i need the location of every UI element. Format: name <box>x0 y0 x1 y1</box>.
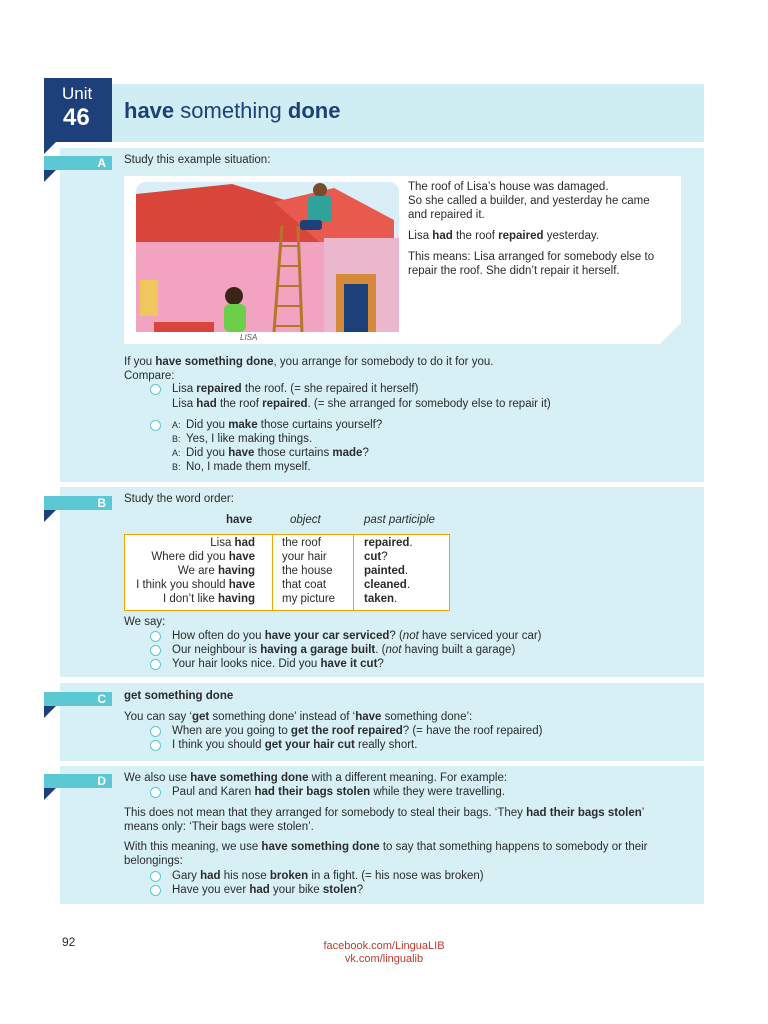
section-d-paragraph-2-line-2: means only: ‘Their bags were stolen’. <box>124 821 314 833</box>
story-line-2: So she called a builder, and yesterday he came <box>408 195 650 207</box>
dialog-speaker: B: <box>172 462 181 472</box>
table-cell: your hair <box>282 551 327 563</box>
footer-link-facebook[interactable]: facebook.com/LinguaLIB <box>323 940 445 952</box>
bullet-icon <box>150 659 161 670</box>
section-d-example-3: Have you ever had your bike stolen? <box>172 884 364 896</box>
table-row: I don’t like having <box>162 593 255 605</box>
bullet-icon <box>150 787 161 798</box>
page-number: 92 <box>62 935 76 949</box>
picture-caption: LISA <box>240 333 258 342</box>
footer-link-vk[interactable]: vk.com/lingualib <box>344 953 424 965</box>
section-d-paragraph-3-line-2: belongings: <box>124 855 183 867</box>
section-c-example-1: When are you going to get the roof repaired? (= have the roof repaired) <box>172 725 543 737</box>
dialog-line: Did you have those curtains made? <box>186 447 369 459</box>
section-d-paragraph-2-line-1: This does not mean that they arranged for somebody to steal their bags. ‘They had their bags stolen’ <box>124 807 645 819</box>
section-d-paragraph-3-line-1: With this meaning, we use have something done to say that something happens to somebody or their <box>124 841 648 853</box>
section-d-intro: We also use have something done with a different meaning. For example: <box>124 772 508 784</box>
bullet-icon <box>150 420 161 431</box>
dialog-speaker: A: <box>172 420 181 430</box>
means-line-1: This means: Lisa arranged for somebody else to <box>408 251 655 263</box>
story-example: Lisa had the roof repaired yesterday. <box>408 230 599 242</box>
compare-1-line-1: Lisa repaired the roof. (= she repaired it herself) <box>172 383 419 395</box>
section-c-intro: You can say ‘get something done’ instead of ‘have something done’: <box>124 711 473 723</box>
table-cell: the roof <box>282 537 321 549</box>
table-cell: taken. <box>364 593 398 605</box>
section-c-heading: get something done <box>124 690 234 702</box>
section-a-tab-triangle <box>44 170 56 182</box>
unit-box <box>44 78 112 142</box>
table-cell: cleaned. <box>364 579 411 591</box>
section-d-example-2: Gary had his nose broken in a fight. (= his nose was broken) <box>172 870 484 882</box>
section-b-tab: B <box>44 496 112 510</box>
bullet-icon <box>150 645 161 656</box>
table-cell: the house <box>282 565 333 577</box>
dialog-line: Yes, I like making things. <box>186 433 313 445</box>
story-line-1: The roof of Lisa’s house was damaged. <box>408 181 609 193</box>
we-say-3: Your hair looks nice. Did you have it cut? <box>172 658 384 670</box>
dialog-speaker: A: <box>172 448 181 458</box>
table-cell: my picture <box>282 593 336 605</box>
compare-label: Compare: <box>124 370 175 382</box>
bullet-icon <box>150 871 161 882</box>
section-b-intro: Study the word order: <box>124 493 234 505</box>
dialog-line: No, I made them myself. <box>186 461 311 473</box>
section-a-tab: A <box>44 156 112 170</box>
col-have: have <box>226 514 253 526</box>
unit-triangle <box>44 142 56 154</box>
col-past-participle: past participle <box>364 514 435 526</box>
scene-corner <box>658 322 682 346</box>
unit-number: 46 <box>63 104 90 131</box>
we-say-2: Our neighbour is having a garage built. (not having built a garage) <box>172 644 516 656</box>
table-row: Where did you have <box>151 551 255 563</box>
unit-label: Unit <box>62 84 93 103</box>
compare-1-line-2: Lisa had the roof repaired. (= she arranged for somebody else to repair it) <box>172 398 551 410</box>
section-a-intro: Study this example situation: <box>124 154 271 166</box>
we-say-1: How often do you have your car serviced? (not have serviced your car) <box>172 630 542 642</box>
table-row: Lisa had <box>210 537 255 549</box>
bullet-icon <box>150 384 161 395</box>
section-d-tab-triangle <box>44 788 56 800</box>
table-cell: cut? <box>364 551 388 563</box>
page-title: have something done <box>124 98 341 123</box>
section-d-tab: D <box>44 774 112 788</box>
table-cell: repaired. <box>364 537 413 549</box>
section-c-example-2: I think you should get your hair cut really short. <box>172 739 418 751</box>
section-d-example-1: Paul and Karen had their bags stolen while they were travelling. <box>172 786 506 798</box>
table-cell: painted. <box>364 565 409 577</box>
bullet-icon <box>150 740 161 751</box>
section-c-tab: C <box>44 692 112 706</box>
rule-sentence: If you have something done, you arrange for somebody to do it for you. <box>124 356 494 368</box>
bullet-icon <box>150 631 161 642</box>
col-object: object <box>290 514 321 526</box>
bullet-icon <box>150 885 161 896</box>
table-cell: that coat <box>282 579 327 591</box>
story-line-3: and repaired it. <box>408 209 485 221</box>
dialog-line: Did you make those curtains yourself? <box>186 419 383 431</box>
dialog-speaker: B: <box>172 434 181 444</box>
table-row: We are having <box>177 565 255 577</box>
section-c-tab-triangle <box>44 706 56 718</box>
section-b-tab-triangle <box>44 510 56 522</box>
bullet-icon <box>150 726 161 737</box>
means-line-2: repair the roof. She didn’t repair it herself. <box>408 265 620 277</box>
we-say-label: We say: <box>124 616 166 628</box>
table-row: I think you should have <box>136 579 255 591</box>
